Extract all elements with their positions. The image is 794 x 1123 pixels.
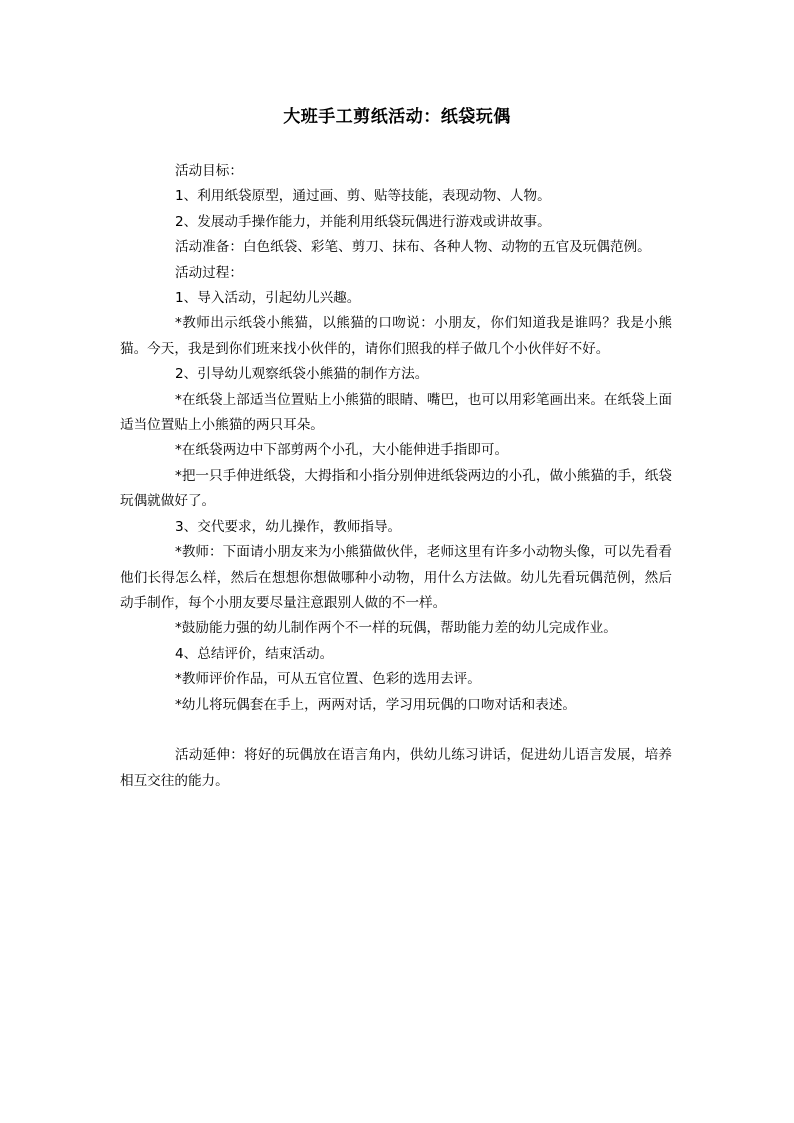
paragraph-step-2: 2、引导幼儿观察纸袋小熊猫的制作方法。 xyxy=(175,366,429,383)
paragraph-step-3: 3、交代要求，幼儿操作，教师指导。 xyxy=(175,518,402,535)
paragraph-step-4-detail-a: *教师评价作品，可从五官位置、色彩的选用去评。 xyxy=(175,671,481,688)
paragraph-step-4-detail-b: *幼儿将玩偶套在手上，两两对话，学习用玩偶的口吻对话和表述。 xyxy=(175,696,577,713)
paragraph-goal-2: 2、发展动手操作能力，并能利用纸袋玩偶进行游戏或讲故事。 xyxy=(175,213,551,230)
paragraph-step-3-detail-a: *教师：下面请小朋友来为小熊猫做伙伴，老师这里有许多小动物头像，可以先看看他们长得怎么样，然后在想想你想做哪种小动物，用什么方法做。幼儿先看玩偶范例，然后动手制作，每个小朋友要尽量注意跟别人做的不一样。 xyxy=(120,544,672,611)
document-title: 大班手工剪纸活动：纸袋玩偶 xyxy=(283,107,511,127)
paragraph-step-3-detail-b: *鼓励能力强的幼儿制作两个不一样的玩偶，帮助能力差的幼儿完成作业。 xyxy=(175,620,617,637)
paragraph-step-2-detail-b: *在纸袋两边中下部剪两个小孔，大小能伸进手指即可。 xyxy=(175,442,509,459)
paragraph-step-2-detail-a: *在纸袋上部适当位置贴上小熊猫的眼睛、嘴巴，也可以用彩笔画出来。在纸袋上面适当位置贴上小熊猫的两只耳朵。 xyxy=(120,391,672,434)
paragraph-step-1: 1、导入活动，引起幼儿兴趣。 xyxy=(175,290,361,307)
paragraph-step-4: 4、总结评价，结束活动。 xyxy=(175,645,334,662)
paragraph-preparation: 活动准备：白色纸袋、彩笔、剪刀、抹布、各种人物、动物的五官及玩偶范例。 xyxy=(175,239,651,256)
paragraph-process-heading: 活动过程： xyxy=(175,264,243,281)
paragraph-goals-heading: 活动目标： xyxy=(175,163,243,179)
paragraph-extension: 活动延伸：将好的玩偶放在语言角内，供幼儿练习讲话，促进幼儿语言发展，培养相互交往的能力。 xyxy=(120,747,672,789)
paragraph-goal-1: 1、利用纸袋原型，通过画、剪、贴等技能，表现动物、人物。 xyxy=(175,188,551,205)
paragraph-step-1-detail: *教师出示纸袋小熊猫，以熊猫的口吻说：小朋友，你们知道我是谁吗？我是小熊猫。今天，我是到你们班来找小伙伴的，请你们照我的样子做几个小伙伴好不好。 xyxy=(120,315,672,357)
document-body xyxy=(120,159,672,794)
paragraph-step-2-detail-c: *把一只手伸进纸袋，大拇指和小指分别伸进纸袋两边的小孔，做小熊猫的手，纸袋玩偶就做好了。 xyxy=(120,467,672,510)
